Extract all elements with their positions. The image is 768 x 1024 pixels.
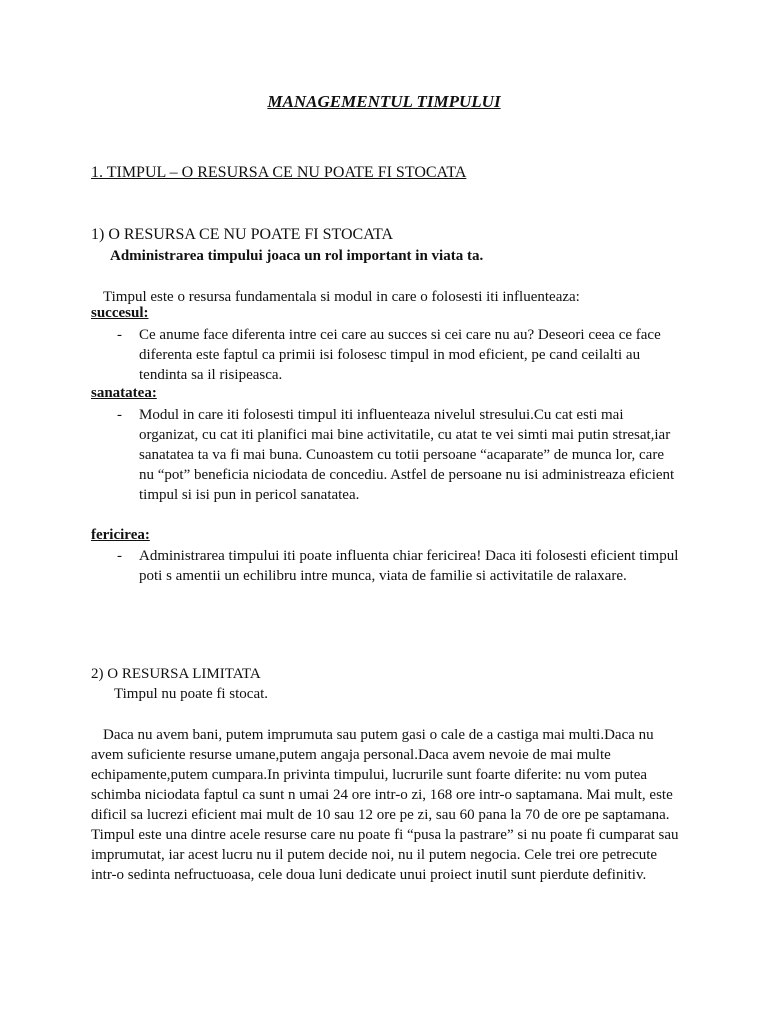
bullet-dash: - [117, 548, 122, 564]
list-item-text: Administrarea timpului iti poate influenta chiar fericirea! Daca iti folosesti eficient timpul poti s amentii un echilibru intre munca, viata de familie si activitatile de ralaxare. [139, 548, 679, 584]
topic-list-fericirea [0, 546, 679, 586]
list-item [0, 546, 679, 586]
topic-label-fericirea: fericirea: [91, 527, 150, 543]
list-item-text: Ce anume face diferenta intre cei care au succes si cei care nu au? Deseori ceea ce face diferenta este faptul ca primii isi folosesc timpul in mod eficient, pe cand ceilalti au tendinta sa il risipeasca. [139, 327, 661, 383]
chapter-heading: 1. TIMPUL – O RESURSA CE NU POATE FI STOCATA [91, 164, 467, 181]
bullet-dash: - [117, 327, 122, 343]
bullet-dash: - [117, 407, 122, 423]
section1-subheading: Administrarea timpului joaca un rol important in viata ta. [110, 248, 484, 264]
section1-heading: 1) O RESURSA CE NU POATE FI STOCATA [91, 226, 394, 243]
topic-label-sanatatea: sanatatea: [91, 385, 157, 401]
list-item [0, 405, 679, 505]
document-title: MANAGEMENTUL TIMPULUI [267, 92, 501, 111]
section2-subheading: Timpul nu poate fi stocat. [114, 686, 269, 702]
topic-list-succesul [0, 325, 679, 385]
topic-label-succesul: succesul: [91, 305, 149, 321]
topic-list-sanatatea [0, 405, 679, 505]
section2-paragraph: Daca nu avem bani, putem imprumuta sau putem gasi o cale de a castiga mai multi.Daca nu avem suficiente resurse umane,putem angaja personal.Daca avem nevoie de mai multe echipamente,putem cumpara.In privinta timpului, lucrurile sunt foarte diferite: nu vom putea schimba niciodata faptul ca sunt n umai 24 ore intr-o zi, 168 ore intr-o saptamana. Mai mult, este dificil sa lucrezi eficient mai mult de 10 sau 12 ore pe zi, sau 60 pana la 70 de ore pe saptamana. Timpul este una dintre acele resurse care nu poate fi “pusa la pastrare” si nu poate fi cumparat sau imprumutat, iar acest lucru nu il putem decide noi, nu il putem negocia. Cele trei ore petrecute intr-o sedinta nefructuoasa, cele doua luni dedicate unui proiect inutil sunt pierdute definitiv. [91, 727, 679, 883]
list-item [0, 325, 679, 385]
list-item-text: Modul in care iti folosesti timpul iti influenteaza nivelul stresului.Cu cat esti mai organizat, cu cat iti planifici mai bine activitatile, cu atat te vei simti mai putin stresat,iar sanatatea ta va fi mai buna. Cunoastem cu totii persoane “acaparate” de munca lor, care nu “pot” beneficia niciodata de concediu. Astfel de persoane nu isi administreaza eficient timpul si isi pun in pericol sanatatea. [139, 407, 675, 503]
section1-intro: Timpul este o resursa fundamentala si modul in care o folosesti iti influenteaza: [103, 289, 580, 305]
section2-heading: 2) O RESURSA LIMITATA [91, 666, 261, 682]
